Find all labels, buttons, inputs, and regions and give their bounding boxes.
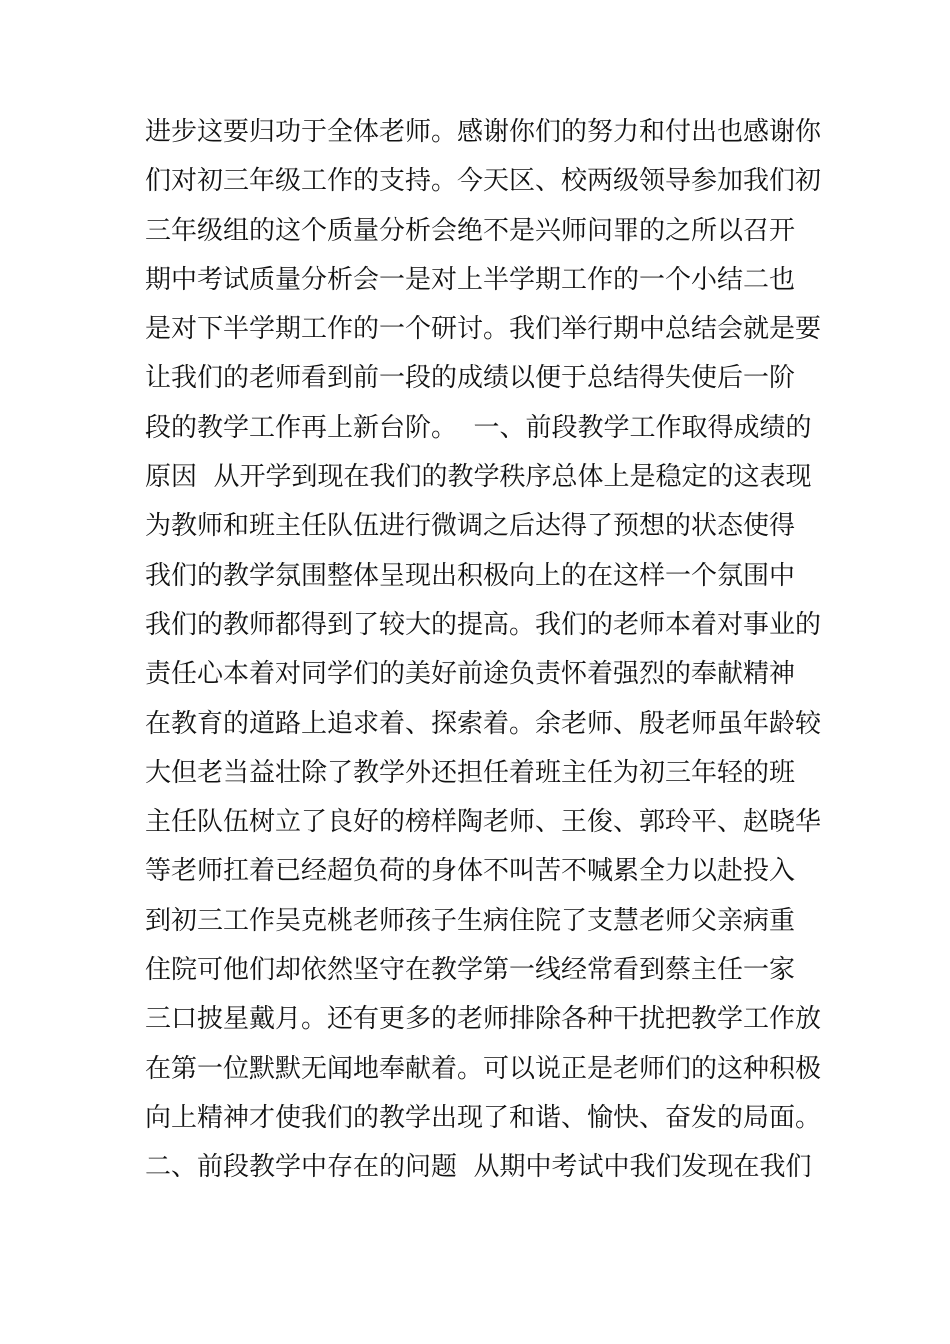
text-line: 二、前段教学中存在的问题 从期中考试中我们发现在我们 (145, 1152, 812, 1183)
text-line: 是对下半学期工作的一个研讨。我们举行期中总结会就是要 (145, 314, 822, 345)
text-line: 段的教学工作再上新台阶。 一、前段教学工作取得成绩的 (145, 412, 812, 443)
text-line: 等老师扛着已经超负荷的身体不叫苦不喊累全力以赴投入 (145, 856, 796, 887)
text-line: 进步这要归功于全体老师。感谢你们的努力和付出也感谢你 (145, 117, 822, 147)
text-line: 期中考试质量分析会一是对上半学期工作的一个小结二也 (145, 264, 796, 295)
text-line: 为教师和班主任队伍进行微调之后达得了预想的状态使得 (145, 511, 796, 542)
text-line: 我们的教师都得到了较大的提高。我们的老师本着对事业的 (145, 609, 822, 640)
text-line: 我们的教学氛围整体呈现出积极向上的在这样一个氛围中 (145, 560, 796, 591)
text-line: 责任心本着对同学们的美好前途负责怀着强烈的奉献精神 (145, 659, 796, 690)
text-line: 大但老当益壮除了教学外还担任着班主任为初三年轻的班 (145, 757, 796, 788)
text-line: 在教育的道路上追求着、探索着。余老师、殷老师虽年龄较 (145, 708, 822, 739)
text-line: 住院可他们却依然坚守在教学第一线经常看到蔡主任一家 (145, 955, 796, 986)
text-line: 到初三工作吴克桃老师孩子生病住院了支慧老师父亲病重 (145, 905, 796, 936)
text-line: 三口披星戴月。还有更多的老师排除各种干扰把教学工作放 (145, 1004, 822, 1035)
text-line: 们对初三年级工作的支持。今天区、校两级领导参加我们初 (145, 166, 822, 197)
text-line: 主任队伍树立了良好的榜样陶老师、王俊、郭玲平、赵晓华 (145, 807, 822, 838)
text-line: 在第一位默默无闻地奉献着。可以说正是老师们的这种积极 (145, 1053, 822, 1084)
text-line: 让我们的老师看到前一段的成绩以便于总结得失使后一阶 (145, 363, 796, 394)
body-text (145, 108, 825, 1193)
text-line: 三年级组的这个质量分析会绝不是兴师问罪的之所以召开 (145, 215, 796, 246)
text-line: 向上精神才使我们的教学出现了和谐、愉快、奋发的局面。 (145, 1102, 822, 1133)
text-line: 原因 从开学到现在我们的教学秩序总体上是稳定的这表现 (145, 462, 812, 493)
